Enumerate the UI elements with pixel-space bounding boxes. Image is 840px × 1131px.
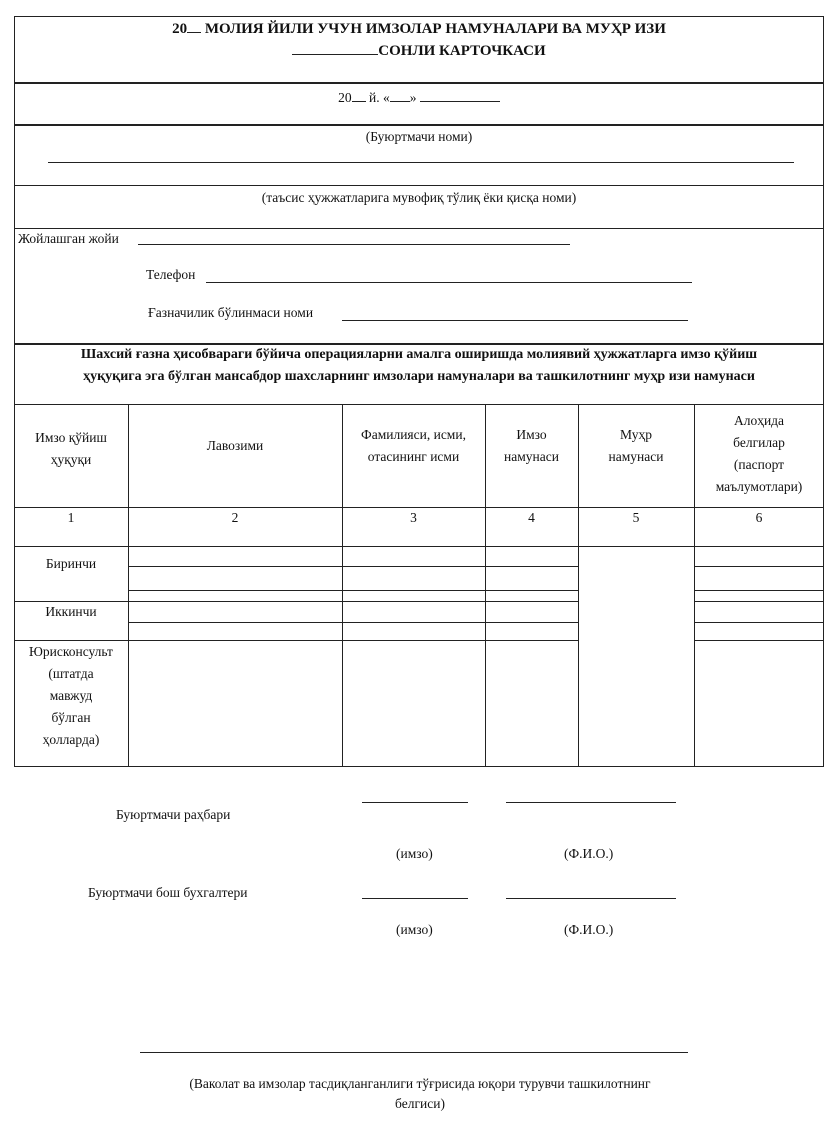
accountant-fio-field[interactable] xyxy=(506,898,676,899)
header-sign-right: Имзо қўйиш ҳуқуқи xyxy=(35,430,107,467)
row-line xyxy=(694,622,824,623)
title-line-2: СОНЛИ КАРТОЧКАСИ xyxy=(378,43,546,59)
row-label-first: Биринчи xyxy=(45,556,97,571)
footer-line-2: белгиси) xyxy=(395,1096,445,1111)
treasury-label: Ғазначилик бўлинмаси номи xyxy=(148,305,314,320)
header-special-marks: Алоҳида белгилар (паспорт маълумотлари) xyxy=(715,413,803,494)
header-position: Лавозими xyxy=(206,438,264,453)
accountant-sign-hint: (имзо) xyxy=(396,922,433,937)
year-blank[interactable] xyxy=(187,20,201,33)
stamp-area[interactable] xyxy=(579,547,693,766)
director-fio-field[interactable] xyxy=(506,802,676,803)
director-signature-field[interactable] xyxy=(362,802,468,803)
col-num-1: 1 xyxy=(67,510,75,525)
accountant-label: Буюртмачи бош бухгалтери xyxy=(88,885,248,900)
date-day-blank[interactable] xyxy=(390,89,410,102)
divider xyxy=(14,124,824,126)
customer-name-label: (Буюртмачи номи) xyxy=(365,129,473,144)
row-line xyxy=(694,640,824,641)
location-field[interactable] xyxy=(138,244,570,245)
divider xyxy=(14,82,824,84)
date-year-prefix: 20 xyxy=(338,90,352,105)
director-label: Буюртмачи раҳбари xyxy=(116,807,231,822)
row-line xyxy=(128,590,578,591)
phone-label: Телефон xyxy=(146,267,196,282)
customer-full-name-hint: (таъсис ҳужжатларига мувофиқ тўлиқ ёки қисқа номи) xyxy=(261,190,577,205)
date-year-blank[interactable] xyxy=(352,89,366,102)
page-title xyxy=(14,18,824,40)
col-num-3: 3 xyxy=(410,510,417,525)
date-quote-close: » xyxy=(409,90,417,105)
col-num-2: 2 xyxy=(231,510,239,525)
divider xyxy=(14,185,824,186)
date-row xyxy=(14,88,824,108)
location-label: Жойлашган жойи xyxy=(18,231,119,246)
row-line xyxy=(694,601,824,602)
number-row-bottom xyxy=(14,546,824,547)
date-year-suffix: й. « xyxy=(369,90,390,105)
section-title xyxy=(14,344,824,388)
col-num-6: 6 xyxy=(755,510,763,525)
director-sign-hint: (имзо) xyxy=(396,846,433,861)
accountant-fio-hint: (Ф.И.О.) xyxy=(564,922,614,937)
col-num-4: 4 xyxy=(528,510,535,525)
header-signature-sample: Имзо намунаси xyxy=(504,427,559,464)
phone-field[interactable] xyxy=(206,282,692,283)
title-line-1: МОЛИЯ ЙИЛИ УЧУН ИМЗОЛАР НАМУНАЛАРИ ВА МУҲР ИЗИ xyxy=(204,21,666,37)
row-line xyxy=(128,622,578,623)
title-year-prefix: 20 xyxy=(172,21,188,37)
authority-mark-field[interactable] xyxy=(140,1052,688,1053)
divider xyxy=(14,228,824,229)
director-fio-hint: (Ф.И.О.) xyxy=(564,846,614,861)
row-label-legal: Юрисконсульт (штатда мавжуд бўлган ҳолларда) xyxy=(29,644,113,747)
row-line xyxy=(694,566,824,567)
page-subtitle xyxy=(14,40,824,62)
footer-line-1: (Ваколат ва имзолар тасдиқланганлиги тўғрисида юқори турувчи ташкилотнинг xyxy=(189,1076,651,1091)
section-title-line-2: ҳуқуқига эга бўлган мансабдор шахсларнинг имзолари намуналари ва ташкилотнинг муҳр изи намунаси xyxy=(83,369,755,384)
section-title-line-1: Шахсий ғазна ҳисобвараги бўйича операцияларни амалга оширишда молиявий ҳужжатларга имзо қўйиш xyxy=(80,347,758,362)
accountant-signature-field[interactable] xyxy=(362,898,468,899)
row-line xyxy=(128,566,578,567)
customer-name-field[interactable] xyxy=(48,162,794,163)
header-stamp-sample: Муҳр намунаси xyxy=(608,427,664,464)
footer-note xyxy=(100,1074,740,1114)
row-label-second: Иккинчи xyxy=(45,604,97,619)
header-full-name: Фамилияси, исми, отасининг исми xyxy=(361,427,466,464)
row-line xyxy=(694,590,824,591)
card-number-blank[interactable] xyxy=(292,42,378,55)
treasury-field[interactable] xyxy=(342,320,688,321)
date-month-blank[interactable] xyxy=(420,89,500,102)
col-num-5: 5 xyxy=(632,510,640,525)
